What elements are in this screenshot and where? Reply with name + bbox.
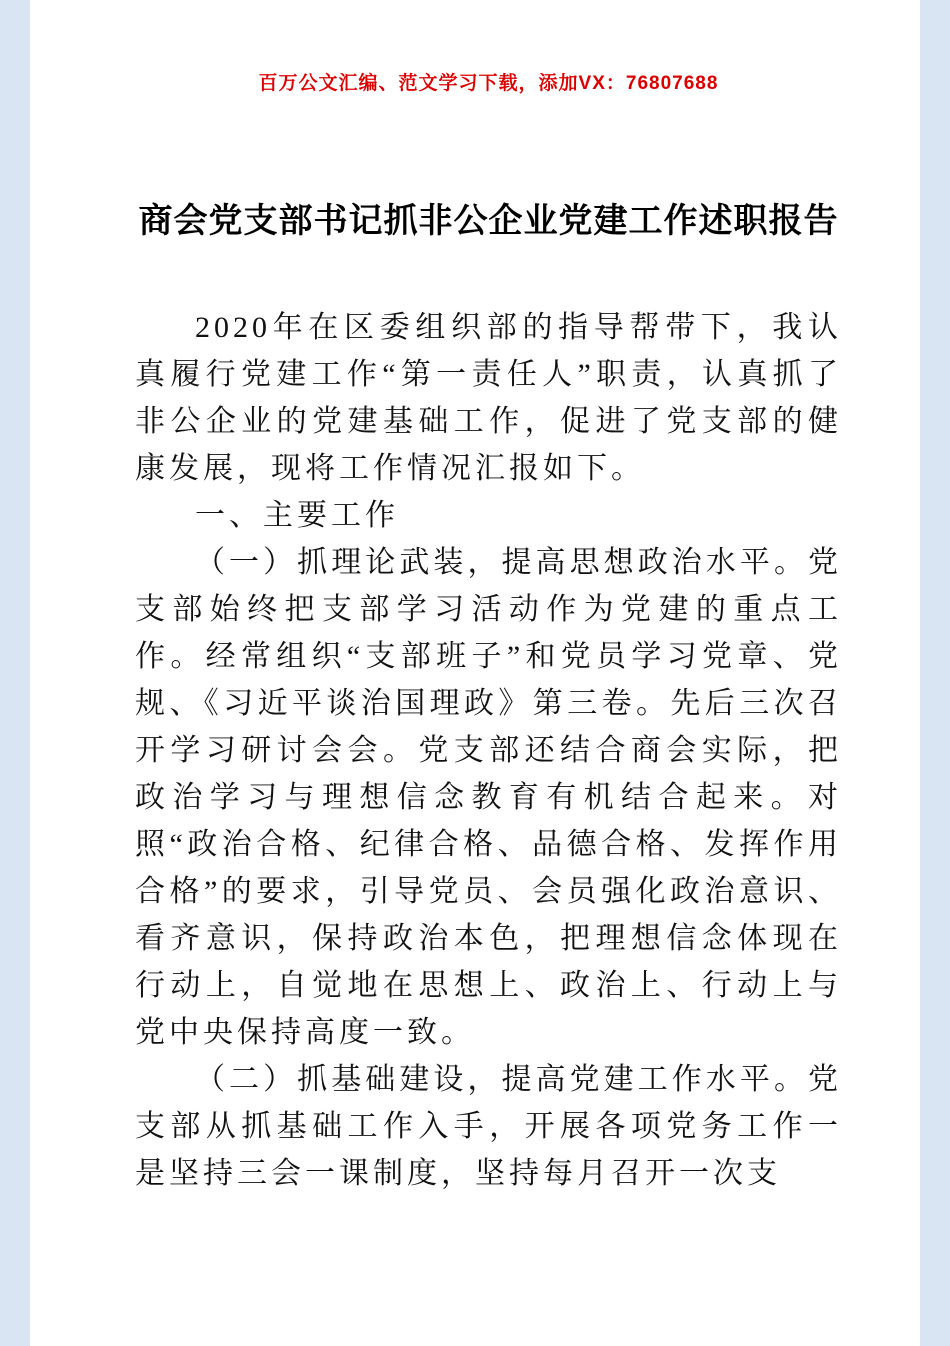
section-heading-main-work: 一、主要工作 bbox=[195, 499, 399, 532]
document-page bbox=[30, 0, 920, 1346]
document-title: 商会党支部书记抓非公企业党建工作述职报告 bbox=[138, 202, 839, 240]
document-body bbox=[135, 304, 842, 1197]
left-margin-strip bbox=[0, 0, 30, 1346]
paragraph-intro: 2020年在区委组织部的指导帮带下，我认真履行党建工作“第一责任人”职责，认真抓了非公企业的党建基础工作，促进了党支部的健康发展，现将工作情况汇报如下。 bbox=[135, 311, 842, 485]
promo-banner: 百万公文汇编、范文学习下载，添加VX：76807688 bbox=[258, 73, 719, 94]
paragraph-theory-armament: （一）抓理论武装，提高思想政治水平。党支部始终把支部学习活动作为党建的重点工作。经常组织“支部班子”和党员学习党章、党规、《习近平谈治国理政》第三卷。先后三次召开学习研讨会会。党支部还结合商会实际，把政治学习与理想信念教育有机结合起来。对照“政治合格、纪律合格、品德合格、发挥作用合格”的要求，引导党员、会员强化政治意识、看齐意识，保持政治本色，把理想信念体现在行动上，自觉地在思想上、政治上、行动上与党中央保持高度一致。 bbox=[135, 546, 842, 1049]
right-margin-strip bbox=[920, 0, 950, 1346]
paragraph-foundation-building: （二）抓基础建设，提高党建工作水平。党支部从抓基础工作入手，开展各项党务工作一是坚持三会一课制度，坚持每月召开一次支 bbox=[135, 1063, 842, 1190]
